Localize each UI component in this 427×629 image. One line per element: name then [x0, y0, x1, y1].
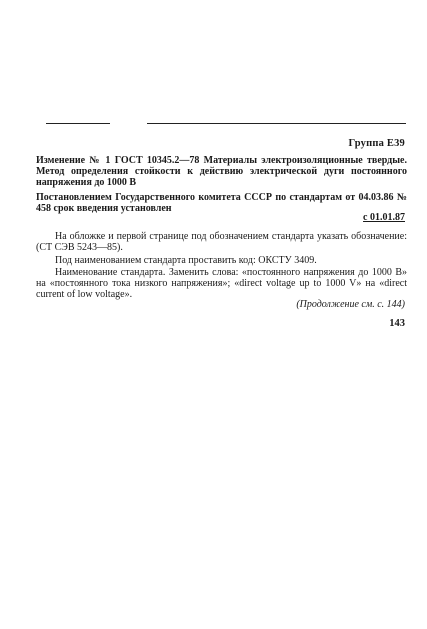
- group-code: Группа Е39: [348, 138, 405, 149]
- continued-note: (Продолжение см. с. 144): [296, 299, 405, 310]
- paragraph-code: Под наименованием стандарта проставить код: ОКСТУ 3409.: [55, 255, 317, 266]
- page-number: 143: [389, 318, 405, 329]
- paragraph-cover-designation: На обложке и первой странице под обозначением стандарта указать обозначение: (СТ СЭВ 5243—85).: [36, 231, 407, 253]
- amendment-title: Изменение № 1 ГОСТ 10345.2—78 Материалы электроизоляционные твердые. Метод определения стойкости к действию электрической дуги постоянного напряжения до 1000 В: [36, 155, 407, 188]
- paragraph-title-change: Наименование стандарта. Заменить слова: «постоянного напряжения до 1000 В» на «постоянного тока низкого напряжения»; «direct voltage up to 1000 V» на «direct current of low voltage».: [36, 267, 407, 300]
- resolution-text: Постановлением Государственного комитета СССР по стандартам от 04.03.86 № 458 срок введения установлен: [36, 192, 407, 214]
- header-rule-right: [147, 123, 406, 124]
- header-rule-left: [46, 123, 110, 124]
- effective-date: с 01.01.87: [363, 212, 405, 223]
